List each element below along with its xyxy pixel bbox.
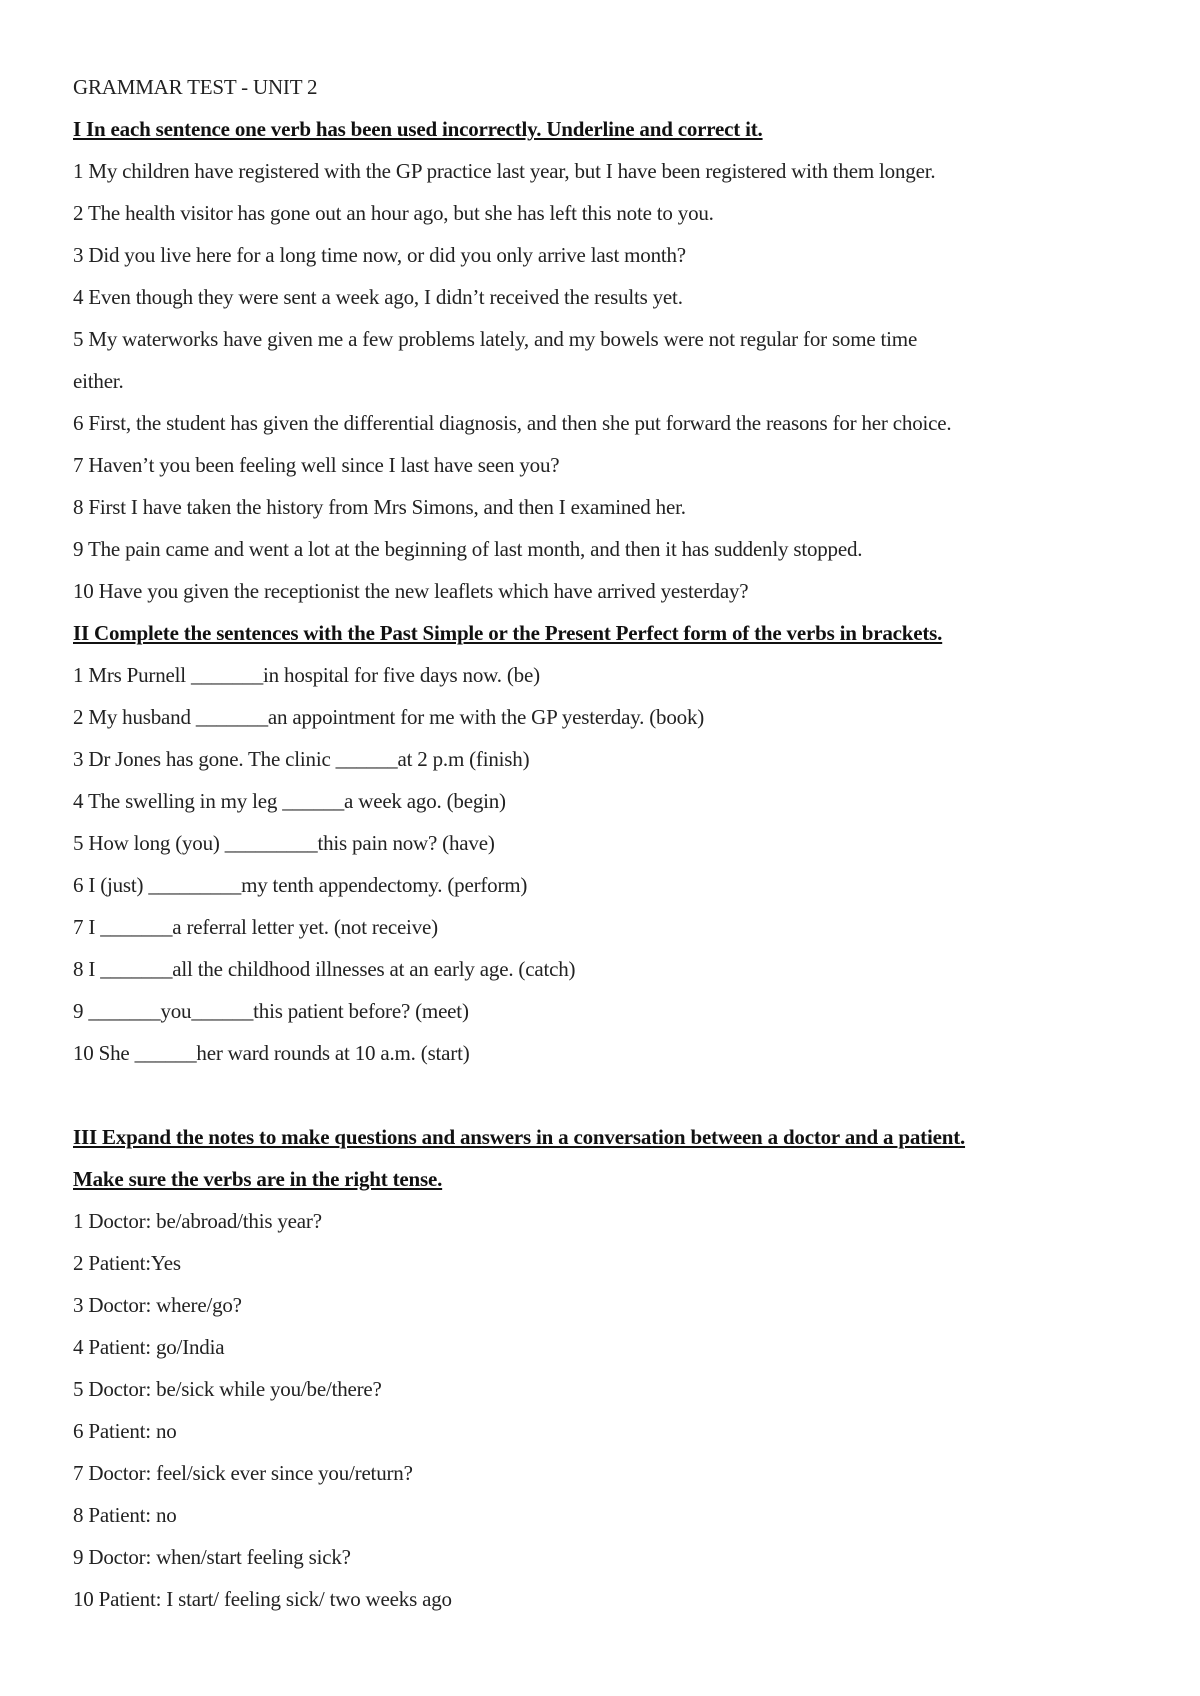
list-item: 6 Patient: no [73,1419,177,1443]
list-item: 8 Patient: no [73,1503,177,1527]
list-item: 3 Doctor: where/go? [73,1293,242,1317]
list-item: 2 My husband _______an appointment for me with the GP yesterday. (book) [73,705,705,729]
section-1-list [73,150,1153,612]
section-2-heading: II Complete the sentences with the Past Simple or the Present Perfect form of the verbs in brackets. [73,621,943,645]
list-item: 8 I _______all the childhood illnesses at an early age. (catch) [73,957,576,981]
list-item: 1 My children have registered with the GP practice last year, but I have been registered with them longer. [73,159,936,183]
section-1-heading: I In each sentence one verb has been used incorrectly. Underline and correct it. [73,117,763,141]
document-page [73,66,1153,1620]
section-spacer [73,1074,1153,1116]
list-item: 6 I (just) _________my tenth appendectomy. (perform) [73,873,528,897]
list-item: 2 Patient:Yes [73,1251,181,1275]
list-item: 9 The pain came and went a lot at the beginning of last month, and then it has suddenly stopped. [73,537,863,561]
list-item: 3 Did you live here for a long time now, or did you only arrive last month? [73,243,686,267]
list-item: 1 Doctor: be/abroad/this year? [73,1209,322,1233]
list-item: 8 First I have taken the history from Mrs Simons, and then I examined her. [73,495,686,519]
list-item: 7 Haven’t you been feeling well since I last have seen you? [73,453,560,477]
list-item: 3 Dr Jones has gone. The clinic ______at 2 p.m (finish) [73,747,530,771]
list-item: 7 Doctor: feel/sick ever since you/return? [73,1461,413,1485]
list-item: 5 My waterworks have given me a few problems lately, and my bowels were not regular for some time [73,327,918,351]
list-item: 10 She ______her ward rounds at 10 a.m. (start) [73,1041,470,1065]
list-item: 7 I _______a referral letter yet. (not receive) [73,915,438,939]
list-item: 6 First, the student has given the differential diagnosis, and then she put forward the reasons for her choice. [73,411,952,435]
list-item: 10 Have you given the receptionist the new leaflets which have arrived yesterday? [73,579,749,603]
section-3-heading-continued: Make sure the verbs are in the right tense. [73,1167,443,1191]
list-item: 1 Mrs Purnell _______in hospital for five days now. (be) [73,663,540,687]
section-3-list [73,1200,1153,1620]
list-item: 5 How long (you) _________this pain now? (have) [73,831,495,855]
document-title: GRAMMAR TEST - UNIT 2 [73,75,318,99]
list-item: 9 Doctor: when/start feeling sick? [73,1545,351,1569]
section-2-list [73,654,1153,1074]
list-item: 4 Even though they were sent a week ago, I didn’t received the results yet. [73,285,683,309]
list-item: 2 The health visitor has gone out an hour ago, but she has left this note to you. [73,201,714,225]
section-3-heading: III Expand the notes to make questions and answers in a conversation between a doctor and a patient. [73,1125,966,1149]
list-item: 4 The swelling in my leg ______a week ago. (begin) [73,789,506,813]
list-item: 5 Doctor: be/sick while you/be/there? [73,1377,382,1401]
list-item: 4 Patient: go/India [73,1335,225,1359]
list-item: 9 _______you______this patient before? (meet) [73,999,469,1023]
list-item: either. [73,369,124,393]
list-item: 10 Patient: I start/ feeling sick/ two weeks ago [73,1587,452,1611]
